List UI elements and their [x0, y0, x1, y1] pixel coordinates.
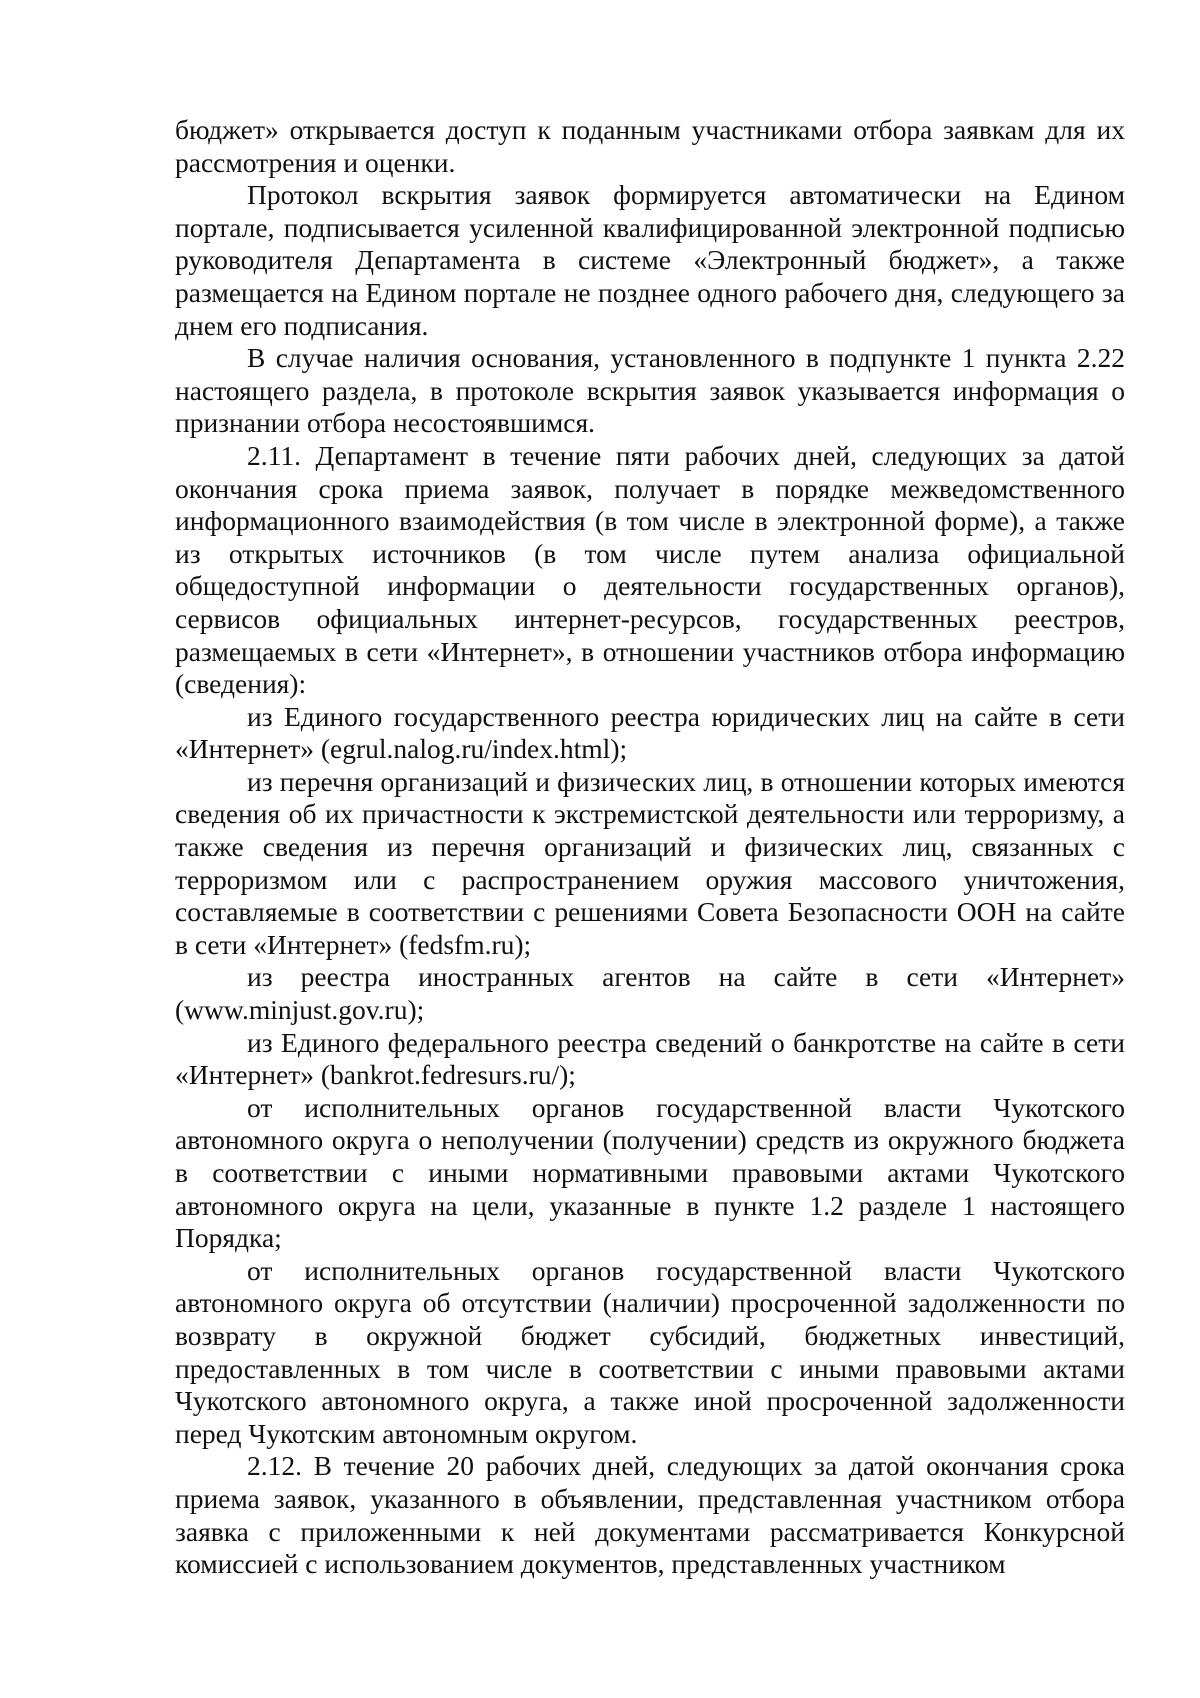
- document-body: [175, 114, 1125, 1581]
- paragraph-2-12: 2.12. В течение 20 рабочих дней, следующих за датой окончания срока приема заявок, указанного в объявлении, представленная участником отбора заявка с приложенными к ней документами рассматривается Конкурсной комиссией с использованием документов, представленных участником: [175, 1450, 1125, 1580]
- paragraph-overdue-debt: от исполнительных органов государственной власти Чукотского автономного округа об отсутствии (наличии) просроченной задолженности по возврату в окружной бюджет субсидий, бюджетных инвестиций, предоставленных в том числе в соответствии с иными правовыми актами Чукотского автономного округа, а также иной просроченной задолженности перед Чукотским автономным округом.: [175, 1254, 1125, 1449]
- paragraph-2-11: 2.11. Департамент в течение пяти рабочих дней, следующих за датой окончания срока приема заявок, получает в порядке межведомственного информационного взаимодействия (в том числе в электронной форме), а также из открытых источников (в том числе путем анализа официальной общедоступной информации о деятельности государственных органов), сервисов официальных интернет-ресурсов, государственных реестров, размещаемых в сети «Интернет», в отношении участников отбора информацию (сведения):: [175, 439, 1125, 700]
- paragraph-funds-receipt: от исполнительных органов государственной власти Чукотского автономного округа о неполучении (получении) средств из окружного бюджета в соответствии с иными нормативными правовыми актами Чукотского автономного округа на цели, указанные в пункте 1.2 разделе 1 настоящего Порядка;: [175, 1091, 1125, 1254]
- paragraph-extremism-list: из перечня организаций и физических лиц, в отношении которых имеются сведения об их причастности к экстремистской деятельности или терроризму, а также сведения из перечня организаций и физических лиц, связанных с терроризмом или с распространением оружия массового уничтожения, составляемые в соответствии с решениями Совета Безопасности ООН на сайте в сети «Интернет» (fedsfm.ru);: [175, 765, 1125, 960]
- paragraph-failed-selection: В случае наличия основания, установленного в подпункте 1 пункта 2.22 настоящего раздела, в протоколе вскрытия заявок указывается информация о признании отбора несостоявшимся.: [175, 342, 1125, 439]
- paragraph-foreign-agents: из реестра иностранных агентов на сайте в сети «Интернет» (www.minjust.gov.ru);: [175, 961, 1125, 1026]
- paragraph-egrul: из Единого государственного реестра юридических лиц на сайте в сети «Интернет» (egrul.nalog.ru/index.html);: [175, 700, 1125, 765]
- paragraph-opening-protocol: Протокол вскрытия заявок формируется автоматически на Едином портале, подписывается усиленной квалифицированной электронной подписью руководителя Департамента в системе «Электронный бюджет», а также размещается на Едином портале не позднее одного рабочего дня, следующего за днем его подписания.: [175, 179, 1125, 341]
- paragraph-budget-access: бюджет» открывается доступ к поданным участниками отбора заявкам для их рассмотрения и оценки.: [175, 114, 1125, 178]
- paragraph-bankruptcy-registry: из Единого федерального реестра сведений о банкротстве на сайте в сети «Интернет» (bankrot.fedresurs.ru/);: [175, 1026, 1125, 1091]
